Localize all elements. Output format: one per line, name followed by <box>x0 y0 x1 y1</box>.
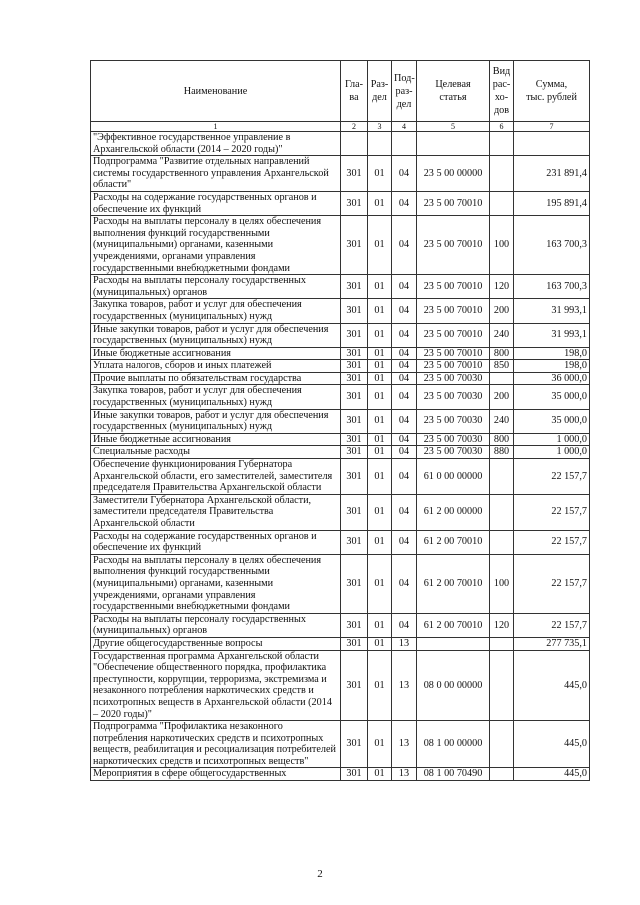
row-podrazdel: 04 <box>392 530 417 554</box>
table-row <box>91 275 590 299</box>
row-razdel: 01 <box>368 446 392 459</box>
table-row <box>91 385 590 409</box>
row-razdel: 01 <box>368 191 392 215</box>
row-razdel: 01 <box>368 372 392 385</box>
row-sum: 22 157,7 <box>514 554 590 613</box>
row-expense-type: 120 <box>490 275 514 299</box>
row-name: Иные закупки товаров, работ и услуг для обеспечения государственных (муниципальных) нужд <box>91 323 341 347</box>
row-podrazdel: 13 <box>392 650 417 721</box>
row-sum <box>514 132 590 156</box>
column-number: 7 <box>514 122 590 132</box>
row-target-article: 23 5 00 70030 <box>417 372 490 385</box>
row-sum: 445,0 <box>514 721 590 768</box>
table-row <box>91 323 590 347</box>
row-podrazdel: 13 <box>392 637 417 650</box>
row-expense-type <box>490 191 514 215</box>
row-razdel: 01 <box>368 385 392 409</box>
row-expense-type: 200 <box>490 385 514 409</box>
row-glava: 301 <box>341 372 368 385</box>
row-podrazdel: 04 <box>392 156 417 192</box>
table-row <box>91 299 590 323</box>
row-expense-type <box>490 494 514 530</box>
table-row <box>91 613 590 637</box>
table-row <box>91 637 590 650</box>
row-sum: 1 000,0 <box>514 446 590 459</box>
row-sum: 22 157,7 <box>514 494 590 530</box>
row-target-article: 23 5 00 70010 <box>417 360 490 373</box>
table-row <box>91 360 590 373</box>
header-podrazdel: Под- раз- дел <box>392 61 417 122</box>
row-glava: 301 <box>341 299 368 323</box>
row-glava: 301 <box>341 446 368 459</box>
row-expense-type <box>490 530 514 554</box>
row-sum: 445,0 <box>514 650 590 721</box>
row-expense-type <box>490 372 514 385</box>
row-glava <box>341 132 368 156</box>
row-podrazdel: 04 <box>392 433 417 446</box>
table-row <box>91 446 590 459</box>
row-razdel: 01 <box>368 768 392 781</box>
row-glava: 301 <box>341 721 368 768</box>
row-razdel: 01 <box>368 275 392 299</box>
row-name: Закупка товаров, работ и услуг для обеспечения государственных (муниципальных) нужд <box>91 299 341 323</box>
row-glava: 301 <box>341 409 368 433</box>
column-number: 3 <box>368 122 392 132</box>
header-sum: Сумма, тыс. рублей <box>514 61 590 122</box>
row-glava: 301 <box>341 216 368 275</box>
table-row <box>91 530 590 554</box>
row-name: Расходы на выплаты персоналу в целях обеспечения выполнения функций государственными (муниципальными) органами, казенными учреждениями, органами управления государственными внебюджетными фондами <box>91 216 341 275</box>
row-expense-type: 200 <box>490 299 514 323</box>
row-name: Обеспечение функционирования Губернатора Архангельской области, его заместителей, заместителя председателя Правительства Архангельской области <box>91 459 341 495</box>
row-sum: 163 700,3 <box>514 216 590 275</box>
row-name: Иные бюджетные ассигнования <box>91 433 341 446</box>
row-sum: 277 735,1 <box>514 637 590 650</box>
table-row <box>91 433 590 446</box>
row-razdel: 01 <box>368 433 392 446</box>
header-name: Наименование <box>91 61 341 122</box>
row-name: Иные закупки товаров, работ и услуг для обеспечения государственных (муниципальных) нужд <box>91 409 341 433</box>
row-expense-type <box>490 156 514 192</box>
row-expense-type <box>490 650 514 721</box>
table-row <box>91 554 590 613</box>
row-name: Расходы на содержание государственных органов и обеспечение их функций <box>91 191 341 215</box>
row-podrazdel <box>392 132 417 156</box>
row-target-article: 23 5 00 70010 <box>417 299 490 323</box>
row-sum: 163 700,3 <box>514 275 590 299</box>
row-glava: 301 <box>341 385 368 409</box>
row-target-article: 23 5 00 70030 <box>417 433 490 446</box>
row-razdel: 01 <box>368 347 392 360</box>
row-sum: 198,0 <box>514 347 590 360</box>
row-glava: 301 <box>341 459 368 495</box>
page-number: 2 <box>317 868 323 880</box>
row-target-article: 08 1 00 00000 <box>417 721 490 768</box>
row-glava: 301 <box>341 191 368 215</box>
row-target-article: 23 5 00 70010 <box>417 216 490 275</box>
row-expense-type: 120 <box>490 613 514 637</box>
row-podrazdel: 04 <box>392 446 417 459</box>
row-podrazdel: 13 <box>392 768 417 781</box>
row-sum: 22 157,7 <box>514 459 590 495</box>
row-expense-type <box>490 637 514 650</box>
row-podrazdel: 04 <box>392 459 417 495</box>
row-name: Расходы на содержание государственных органов и обеспечение их функций <box>91 530 341 554</box>
row-sum: 22 157,7 <box>514 530 590 554</box>
row-podrazdel: 04 <box>392 494 417 530</box>
row-target-article: 23 5 00 70010 <box>417 347 490 360</box>
header-expense-type: Вид рас- хо- дов <box>490 61 514 122</box>
row-target-article <box>417 637 490 650</box>
row-target-article: 23 5 00 70030 <box>417 409 490 433</box>
row-target-article: 61 0 00 00000 <box>417 459 490 495</box>
row-glava: 301 <box>341 433 368 446</box>
row-sum: 35 000,0 <box>514 385 590 409</box>
row-target-article: 23 5 00 00000 <box>417 156 490 192</box>
row-target-article: 23 5 00 70010 <box>417 323 490 347</box>
column-number: 6 <box>490 122 514 132</box>
row-sum: 35 000,0 <box>514 409 590 433</box>
row-razdel: 01 <box>368 299 392 323</box>
row-name: Заместители Губернатора Архангельской области, заместители председателя Правительства Архангельской области <box>91 494 341 530</box>
row-glava: 301 <box>341 275 368 299</box>
row-podrazdel: 04 <box>392 299 417 323</box>
row-sum: 31 993,1 <box>514 299 590 323</box>
row-expense-type: 240 <box>490 323 514 347</box>
row-name: Уплата налогов, сборов и иных платежей <box>91 360 341 373</box>
header-razdel: Раз- дел <box>368 61 392 122</box>
table-body <box>91 132 590 781</box>
row-target-article: 08 0 00 00000 <box>417 650 490 721</box>
row-target-article: 08 1 00 70490 <box>417 768 490 781</box>
row-expense-type: 800 <box>490 347 514 360</box>
row-podrazdel: 13 <box>392 721 417 768</box>
row-razdel: 01 <box>368 156 392 192</box>
row-name: Закупка товаров, работ и услуг для обеспечения государственных (муниципальных) нужд <box>91 385 341 409</box>
row-target-article: 23 5 00 70030 <box>417 446 490 459</box>
row-name: Другие общегосударственные вопросы <box>91 637 341 650</box>
row-podrazdel: 04 <box>392 554 417 613</box>
row-expense-type: 800 <box>490 433 514 446</box>
row-razdel: 01 <box>368 530 392 554</box>
row-target-article: 23 5 00 70010 <box>417 275 490 299</box>
row-target-article: 61 2 00 00000 <box>417 494 490 530</box>
table-row <box>91 494 590 530</box>
header-target-article: Целевая статья <box>417 61 490 122</box>
row-expense-type: 100 <box>490 216 514 275</box>
row-name: Подпрограмма "Профилактика незаконного потребления наркотических средств и психотропных веществ, реабилитация и ресоциализация потребителей наркотических средств и психотропных веществ" <box>91 721 341 768</box>
table-row <box>91 216 590 275</box>
row-razdel: 01 <box>368 637 392 650</box>
row-podrazdel: 04 <box>392 347 417 360</box>
row-name: Государственная программа Архангельской области "Обеспечение общественного порядка, профилактика преступности, коррупции, терроризма, экстремизма и незаконного потребления наркотических средств и психотропных веществ в Архангельской области (2014 – 2020 годы)" <box>91 650 341 721</box>
row-razdel <box>368 132 392 156</box>
row-expense-type <box>490 132 514 156</box>
row-sum: 36 000,0 <box>514 372 590 385</box>
table-row <box>91 191 590 215</box>
row-glava: 301 <box>341 768 368 781</box>
row-glava: 301 <box>341 650 368 721</box>
row-expense-type <box>490 768 514 781</box>
row-razdel: 01 <box>368 494 392 530</box>
row-podrazdel: 04 <box>392 360 417 373</box>
row-sum: 198,0 <box>514 360 590 373</box>
table-row <box>91 721 590 768</box>
row-razdel: 01 <box>368 613 392 637</box>
budget-table <box>90 60 590 781</box>
table-header-row <box>91 61 590 122</box>
column-number-row <box>91 122 590 132</box>
row-glava: 301 <box>341 494 368 530</box>
row-name: Мероприятия в сфере общегосударственных <box>91 768 341 781</box>
row-target-article: 61 2 00 70010 <box>417 554 490 613</box>
row-sum: 231 891,4 <box>514 156 590 192</box>
row-razdel: 01 <box>368 721 392 768</box>
row-glava: 301 <box>341 554 368 613</box>
row-sum: 195 891,4 <box>514 191 590 215</box>
row-name: Прочие выплаты по обязательствам государства <box>91 372 341 385</box>
row-podrazdel: 04 <box>392 409 417 433</box>
row-podrazdel: 04 <box>392 372 417 385</box>
row-expense-type: 850 <box>490 360 514 373</box>
row-razdel: 01 <box>368 554 392 613</box>
table-row <box>91 459 590 495</box>
row-name: Расходы на выплаты персоналу государственных (муниципальных) органов <box>91 275 341 299</box>
row-podrazdel: 04 <box>392 323 417 347</box>
row-glava: 301 <box>341 347 368 360</box>
row-razdel: 01 <box>368 409 392 433</box>
row-target-article: 23 5 00 70010 <box>417 191 490 215</box>
row-sum: 445,0 <box>514 768 590 781</box>
row-podrazdel: 04 <box>392 275 417 299</box>
row-podrazdel: 04 <box>392 191 417 215</box>
row-razdel: 01 <box>368 216 392 275</box>
table-row <box>91 347 590 360</box>
row-name: Иные бюджетные ассигнования <box>91 347 341 360</box>
row-target-article: 61 2 00 70010 <box>417 530 490 554</box>
row-razdel: 01 <box>368 650 392 721</box>
row-sum: 31 993,1 <box>514 323 590 347</box>
row-target-article: 61 2 00 70010 <box>417 613 490 637</box>
row-razdel: 01 <box>368 360 392 373</box>
column-number: 5 <box>417 122 490 132</box>
table-row <box>91 156 590 192</box>
table-row <box>91 372 590 385</box>
row-glava: 301 <box>341 323 368 347</box>
row-glava: 301 <box>341 613 368 637</box>
row-name: Расходы на выплаты персоналу государственных (муниципальных) органов <box>91 613 341 637</box>
row-razdel: 01 <box>368 459 392 495</box>
table-row <box>91 132 590 156</box>
row-target-article: 23 5 00 70030 <box>417 385 490 409</box>
row-sum: 22 157,7 <box>514 613 590 637</box>
row-glava: 301 <box>341 156 368 192</box>
row-razdel: 01 <box>368 323 392 347</box>
row-name: Расходы на выплаты персоналу в целях обеспечения выполнения функций государственными (муниципальными) органами, казенными учреждениями, органами управления государственными внебюджетными фондами <box>91 554 341 613</box>
table-row <box>91 409 590 433</box>
row-name: Подпрограмма "Развитие отдельных направлений системы государственного управления Архангельской области" <box>91 156 341 192</box>
column-number: 1 <box>91 122 341 132</box>
row-sum: 1 000,0 <box>514 433 590 446</box>
row-name: "Эффективное государственное управление в Архангельской области (2014 – 2020 годы)" <box>91 132 341 156</box>
row-podrazdel: 04 <box>392 613 417 637</box>
row-glava: 301 <box>341 530 368 554</box>
column-number: 2 <box>341 122 368 132</box>
row-podrazdel: 04 <box>392 216 417 275</box>
row-expense-type: 100 <box>490 554 514 613</box>
column-number: 4 <box>392 122 417 132</box>
row-expense-type: 880 <box>490 446 514 459</box>
header-glava: Гла- ва <box>341 61 368 122</box>
row-expense-type: 240 <box>490 409 514 433</box>
row-podrazdel: 04 <box>392 385 417 409</box>
row-glava: 301 <box>341 360 368 373</box>
table-row <box>91 768 590 781</box>
row-target-article <box>417 132 490 156</box>
row-expense-type <box>490 721 514 768</box>
row-expense-type <box>490 459 514 495</box>
row-glava: 301 <box>341 637 368 650</box>
table-row <box>91 650 590 721</box>
row-name: Специальные расходы <box>91 446 341 459</box>
